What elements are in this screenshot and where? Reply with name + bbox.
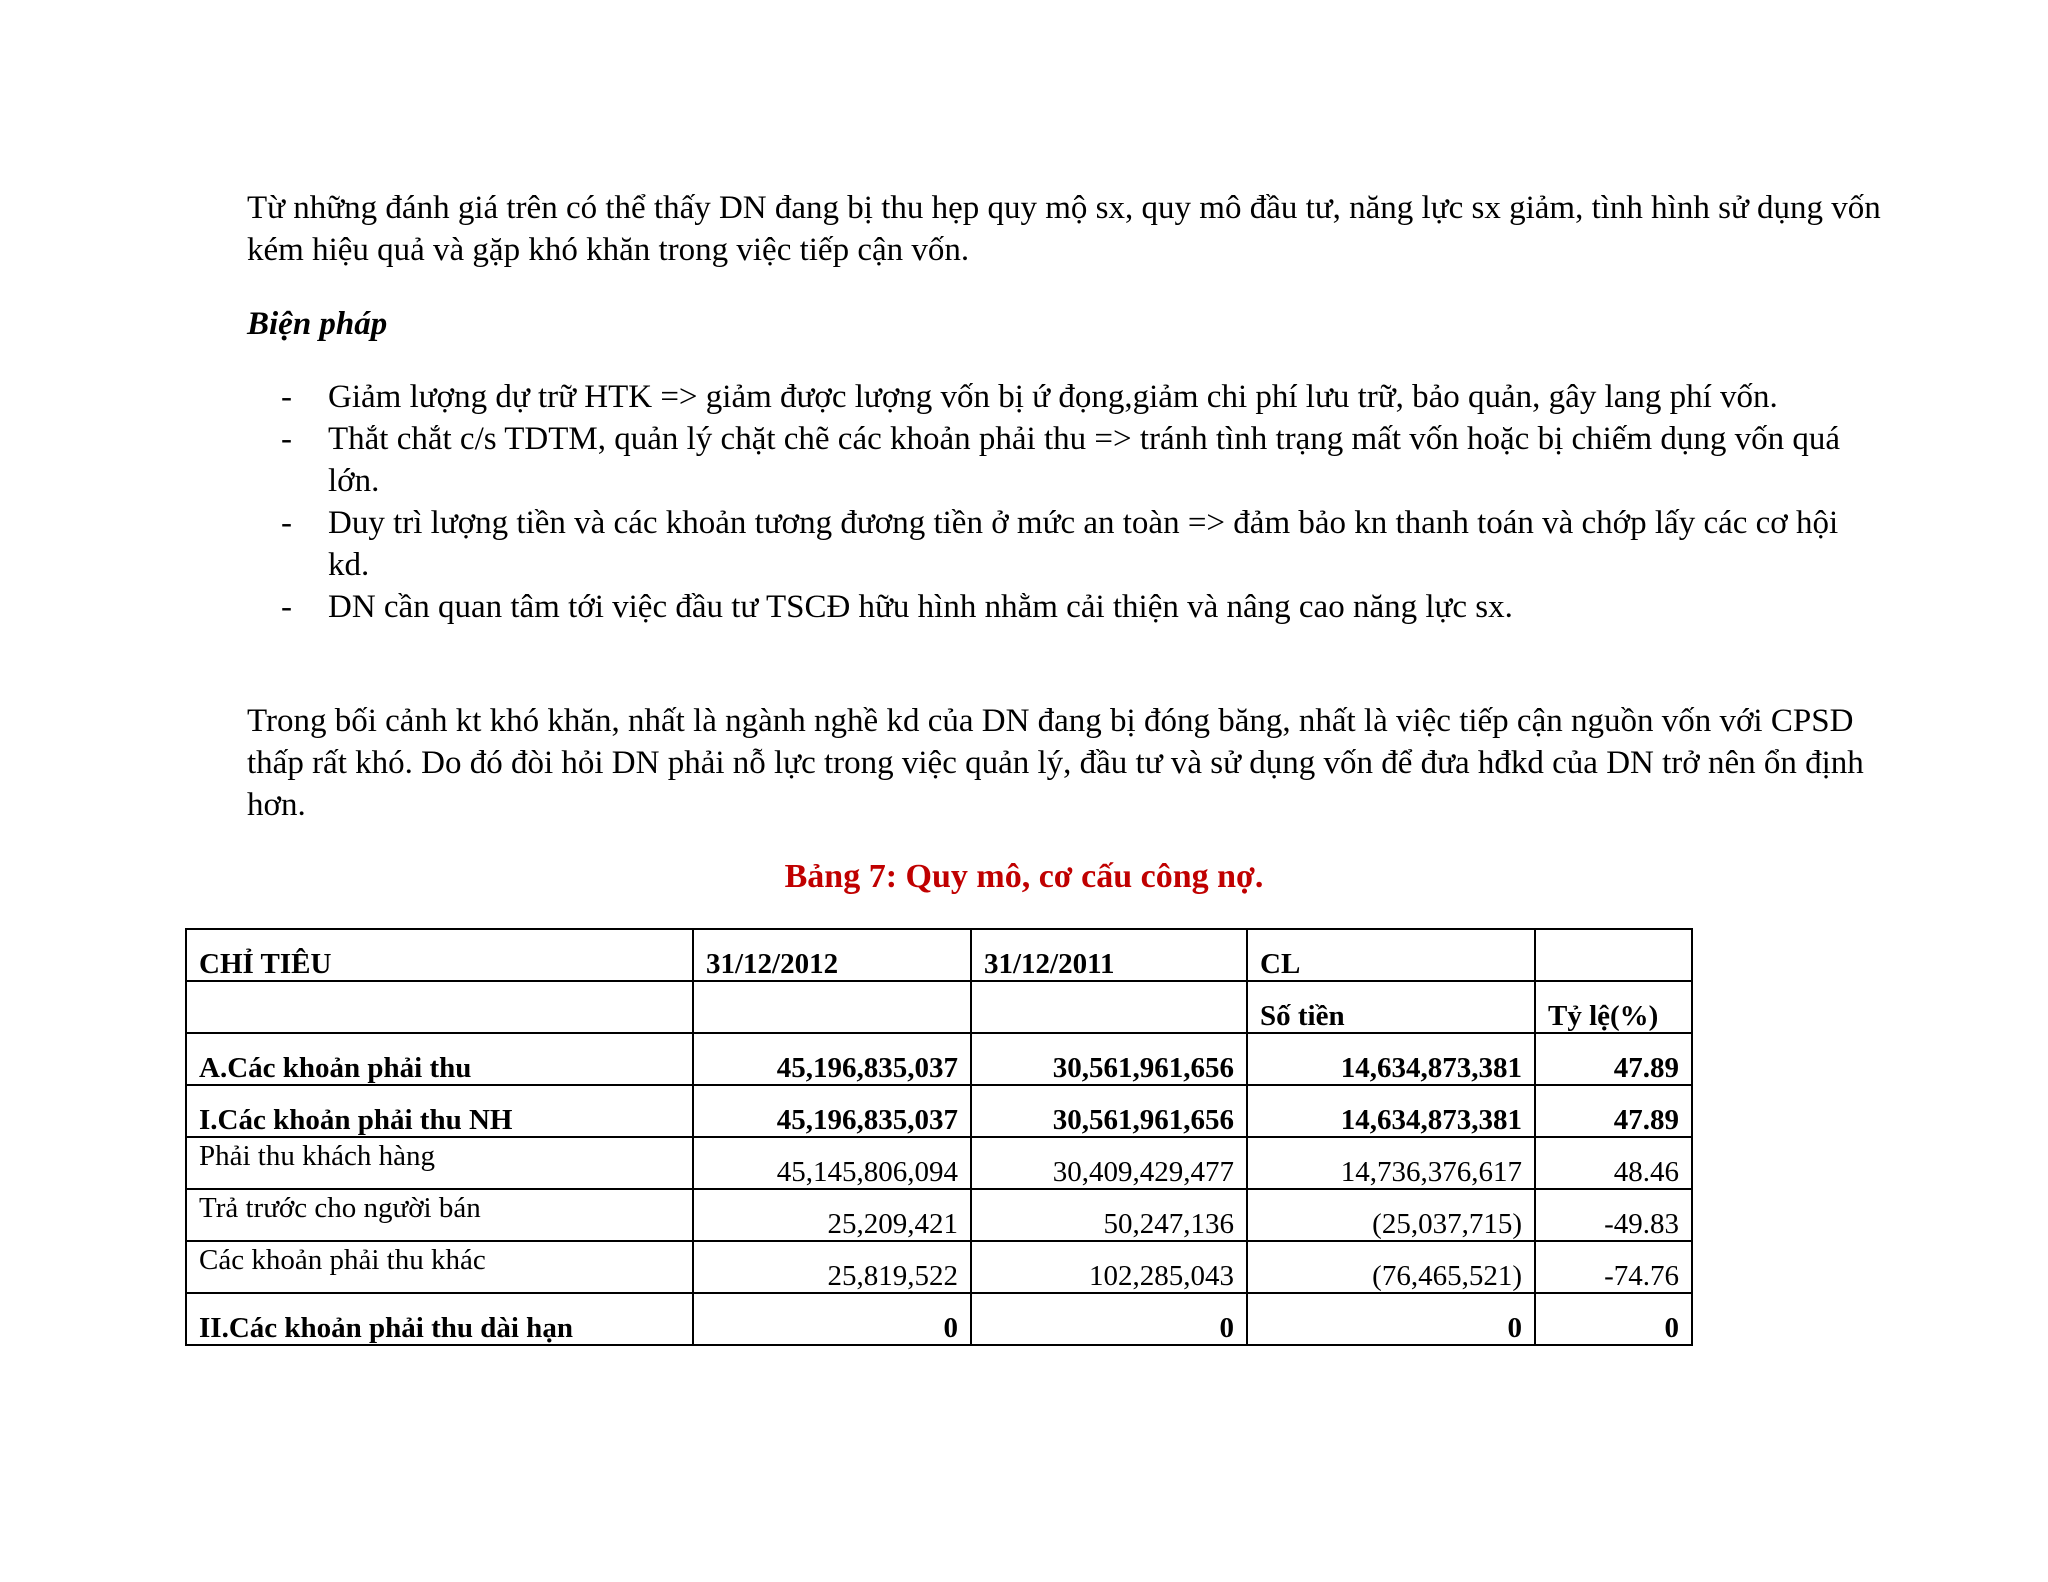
header-cell-empty <box>1535 929 1692 981</box>
row-label: Trả trước cho người bán <box>186 1189 693 1241</box>
bullet-dash: - <box>281 589 292 625</box>
row-value-amount: 0 <box>1247 1293 1535 1345</box>
subheader-cell-amount: Số tiền <box>1247 981 1535 1033</box>
row-value-amount: 14,634,873,381 <box>1247 1033 1535 1085</box>
header-cell-2012: 31/12/2012 <box>693 929 971 981</box>
paragraph-intro: Từ những đánh giá trên có thể thấy DN đang bị thu hẹp quy mộ sx, quy mô đầu tư, năng lực sx giảm, tình hình sử dụng vốn kém hiệu quả và gặp khó khăn trong việc tiếp cận vốn. <box>247 190 1881 268</box>
row-value-2011: 50,247,136 <box>971 1189 1247 1241</box>
table-subheader-row <box>186 981 1692 1033</box>
row-label: Các khoản phải thu khác <box>186 1241 693 1293</box>
subheader-cell-empty <box>971 981 1247 1033</box>
table-row <box>186 1241 1692 1293</box>
subheader-cell-empty <box>693 981 971 1033</box>
row-label: A.Các khoản phải thu <box>186 1033 693 1085</box>
list-item-text: Thắt chắt c/s TDTM, quản lý chặt chẽ các khoản phải thu => tránh tình trạng mất vốn hoặc bị chiếm dụng vốn quá lớn. <box>328 421 1841 499</box>
paragraph-conclusion: Trong bối cảnh kt khó khăn, nhất là ngành nghề kd của DN đang bị đóng băng, nhất là việc tiếp cận nguồn vốn với CPSD thấp rất khó. Do đó đòi hỏi DN phải nỗ lực trong việc quản lý, đầu tư và sử dụng vốn để đưa hđkd của DN trở nên ổn định hơn. <box>247 703 1864 823</box>
table-row <box>186 1085 1692 1137</box>
header-cell-indicator: CHỈ TIÊU <box>186 929 693 981</box>
row-value-2011: 30,561,961,656 <box>971 1085 1247 1137</box>
header-cell-difference: CL <box>1247 929 1535 981</box>
list-item <box>247 418 1887 502</box>
row-label: I.Các khoản phải thu NH <box>186 1085 693 1137</box>
table-row <box>186 1033 1692 1085</box>
table-row <box>186 1137 1692 1189</box>
table-title: Bảng 7: Quy mô, cơ cấu công nợ. <box>784 858 1264 895</box>
list-item-text: Duy trì lượng tiền và các khoản tương đương tiền ở mức an toàn => đảm bảo kn thanh toán và chớp lấy các cơ hội kd. <box>328 505 1839 583</box>
row-value-ratio: 0 <box>1535 1293 1692 1345</box>
row-value-2012: 25,819,522 <box>693 1241 971 1293</box>
row-value-amount: 14,634,873,381 <box>1247 1085 1535 1137</box>
bullet-dash: - <box>281 505 292 541</box>
row-value-2011: 102,285,043 <box>971 1241 1247 1293</box>
list-item-text: Giảm lượng dự trữ HTK => giảm được lượng vốn bị ứ đọng,giảm chi phí lưu trữ, bảo quản, gây lang phí vốn. <box>328 379 1778 415</box>
subheader-cell-empty <box>186 981 693 1033</box>
row-value-ratio: -49.83 <box>1535 1189 1692 1241</box>
row-value-ratio: 47.89 <box>1535 1085 1692 1137</box>
row-value-ratio: 47.89 <box>1535 1033 1692 1085</box>
row-value-2011: 30,409,429,477 <box>971 1137 1247 1189</box>
table-header-row <box>186 929 1692 981</box>
row-value-2012: 25,209,421 <box>693 1189 971 1241</box>
row-value-2011: 30,561,961,656 <box>971 1033 1247 1085</box>
row-value-2012: 0 <box>693 1293 971 1345</box>
row-value-amount: (25,037,715) <box>1247 1189 1535 1241</box>
row-value-2012: 45,196,835,037 <box>693 1085 971 1137</box>
section-heading: Biện pháp <box>247 306 388 342</box>
table-row <box>186 1293 1692 1345</box>
list-item <box>247 586 1887 628</box>
row-value-amount: 14,736,376,617 <box>1247 1137 1535 1189</box>
list-item-text: DN cần quan tâm tới việc đầu tư TSCĐ hữu hình nhằm cải thiện và nâng cao năng lực sx. <box>328 589 1513 625</box>
list-item <box>247 376 1887 418</box>
row-value-2012: 45,145,806,094 <box>693 1137 971 1189</box>
row-value-ratio: -74.76 <box>1535 1241 1692 1293</box>
subheader-cell-ratio: Tỷ lệ(%) <box>1535 981 1692 1033</box>
debt-structure-table <box>185 928 1693 1346</box>
row-label: Phải thu khách hàng <box>186 1137 693 1189</box>
row-value-amount: (76,465,521) <box>1247 1241 1535 1293</box>
bullet-dash: - <box>281 379 292 415</box>
measures-list <box>247 376 1887 628</box>
header-cell-2011: 31/12/2011 <box>971 929 1247 981</box>
row-value-ratio: 48.46 <box>1535 1137 1692 1189</box>
row-label: II.Các khoản phải thu dài hạn <box>186 1293 693 1345</box>
list-item <box>247 502 1887 586</box>
bullet-dash: - <box>281 421 292 457</box>
table-row <box>186 1189 1692 1241</box>
row-value-2011: 0 <box>971 1293 1247 1345</box>
row-value-2012: 45,196,835,037 <box>693 1033 971 1085</box>
